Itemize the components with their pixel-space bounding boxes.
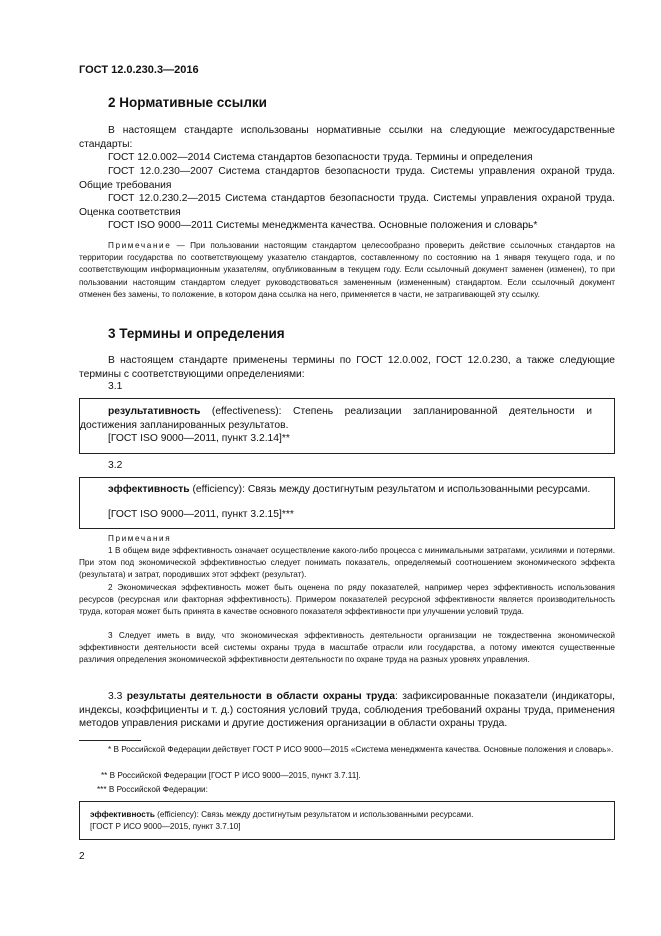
- term-3-1-definition: [80, 405, 592, 432]
- footnote-1: * В Российской Федерации действует ГОСТ Р ИСО 9000—2015 «Система менеджмента качества. Основные положения и словарь».: [108, 745, 614, 754]
- section-3-intro: В настоящем стандарте применены термины по ГОСТ 12.0.002, ГОСТ 12.0.230, а также следующие термины с соответствующими определениями:: [79, 355, 615, 380]
- term-3-1-source: [ГОСТ ISO 9000—2011, пункт 3.2.14]**: [108, 433, 290, 444]
- note-item: 2 Экономическая эффективность может быть оценена по ряду показателей, например через эффективность использования ресурсов (ресурсная или факторная эффективность). Примером показателей ресурсной эффективности является производительность труда, которая может быть принята в качестве основного показателя эффективности при улучшении условий труда.: [79, 583, 615, 617]
- footnote-box-term: эффективность: [90, 810, 155, 819]
- term-3-1-term: результативность: [108, 406, 201, 417]
- footnote-box-definition: [90, 809, 473, 821]
- note-text: — При пользовании настоящим стандартом целесообразно проверить действие ссылочных стандартов на территории государства по соответствующему указателю стандартов, составленному по состоянию на 1 января текущего года, и по соответствующим информационным указателям, опубликованным в текущем году. Если ссылочный документ заменен (изменен), то при пользовании настоящим стандартом следует руководствоваться замененным (измененным) стандартом. Если ссылочный документ отменен без замены, то положение, в котором дана ссылка на него, применяется в части, не затрагивающей эту ссылку.: [79, 241, 615, 299]
- ref-item: ГОСТ 12.0.230.2—2015 Система стандартов безопасности труда. Системы управления охраной труда. Оценка соответствия: [79, 193, 615, 218]
- term-3-2-number: 3.2: [108, 460, 123, 471]
- notes-label: Примечания: [108, 534, 172, 543]
- term-3-2-definition: [80, 483, 592, 497]
- term-3-2-box: [79, 477, 615, 529]
- note-item: 3 Следует иметь в виду, что экономическая эффективность деятельности организации не тождественна экономической эффективности деятельности всей системы охраны труда в масштабе отрасли или государства, а потому имеются существенные различия определения экономической эффективности деятельности по охране труда на разных уровнях управления.: [79, 631, 615, 665]
- term-3-3-term: результаты деятельности в области охраны труда: [126, 691, 395, 702]
- section-2-title: 2 Нормативные ссылки: [108, 95, 267, 110]
- section-3-title: 3 Термины и определения: [108, 326, 285, 341]
- term-3-3-text: : зафиксированные показатели (индикаторы, индексы, коэффициенты и т. д.) состояния условий труда, соблюдения требований охраны труда, применения методов управления рисками и другие достижения организации в области охраны труда.: [79, 691, 615, 730]
- term-3-2-term: эффективность: [108, 484, 190, 495]
- footnote-definition-box: [79, 801, 615, 840]
- section-2-intro: В настоящем стандарте использованы нормативные ссылки на следующие межгосударственные стандарты:: [79, 125, 615, 150]
- term-3-2-source: [ГОСТ ISO 9000—2011, пункт 3.2.15]***: [108, 509, 294, 520]
- section-2-note: [79, 240, 615, 301]
- note-label: Примечание: [108, 241, 172, 250]
- term-3-3: [79, 690, 615, 731]
- footnote-box-text: (efficiency): Связь между достигнутым результатом и использованными ресурсами.: [154, 810, 474, 819]
- term-3-3-number: 3.3: [108, 691, 123, 702]
- ref-item: ГОСТ 12.0.002—2014 Система стандартов безопасности труда. Термины и определения: [108, 152, 533, 163]
- term-3-1-box: [79, 398, 615, 454]
- note-item: 1 В общем виде эффективность означает осуществление какого-либо процесса с минимальными затратами, усилиями и потерями. При этом под экономической эффективностью следует понимать показатель, определяемый соотношением экономического эффекта (результата) и затрат, породивших этот эффект (результат).: [79, 546, 615, 580]
- footnote-2: ** В Российской Федерации [ГОСТ Р ИСО 9000—2015, пункт 3.7.11].: [101, 771, 361, 780]
- ref-item: ГОСТ ISO 9000—2011 Системы менеджмента качества. Основные положения и словарь*: [108, 220, 538, 231]
- document-header: ГОСТ 12.0.230.3—2016: [79, 64, 199, 76]
- ref-item: ГОСТ 12.0.230—2007 Система стандартов безопасности труда. Системы управления охраной труда. Общие требования: [79, 166, 615, 191]
- term-3-1-number: 3.1: [108, 381, 123, 392]
- page-number: 2: [79, 851, 85, 862]
- term-3-2-text: (efficiency): Связь между достигнутым результатом и использованными ресурсами.: [189, 484, 591, 495]
- footnote-separator: [79, 740, 141, 741]
- term-3-1-text: (effectiveness): Степень реализации запланированной деятельности и достижения запланированных результатов.: [80, 406, 592, 431]
- footnote-box-source: [ГОСТ Р ИСО 9000—2015, пункт 3.7.10]: [90, 822, 241, 831]
- footnote-3: *** В Российской Федерации:: [97, 785, 208, 794]
